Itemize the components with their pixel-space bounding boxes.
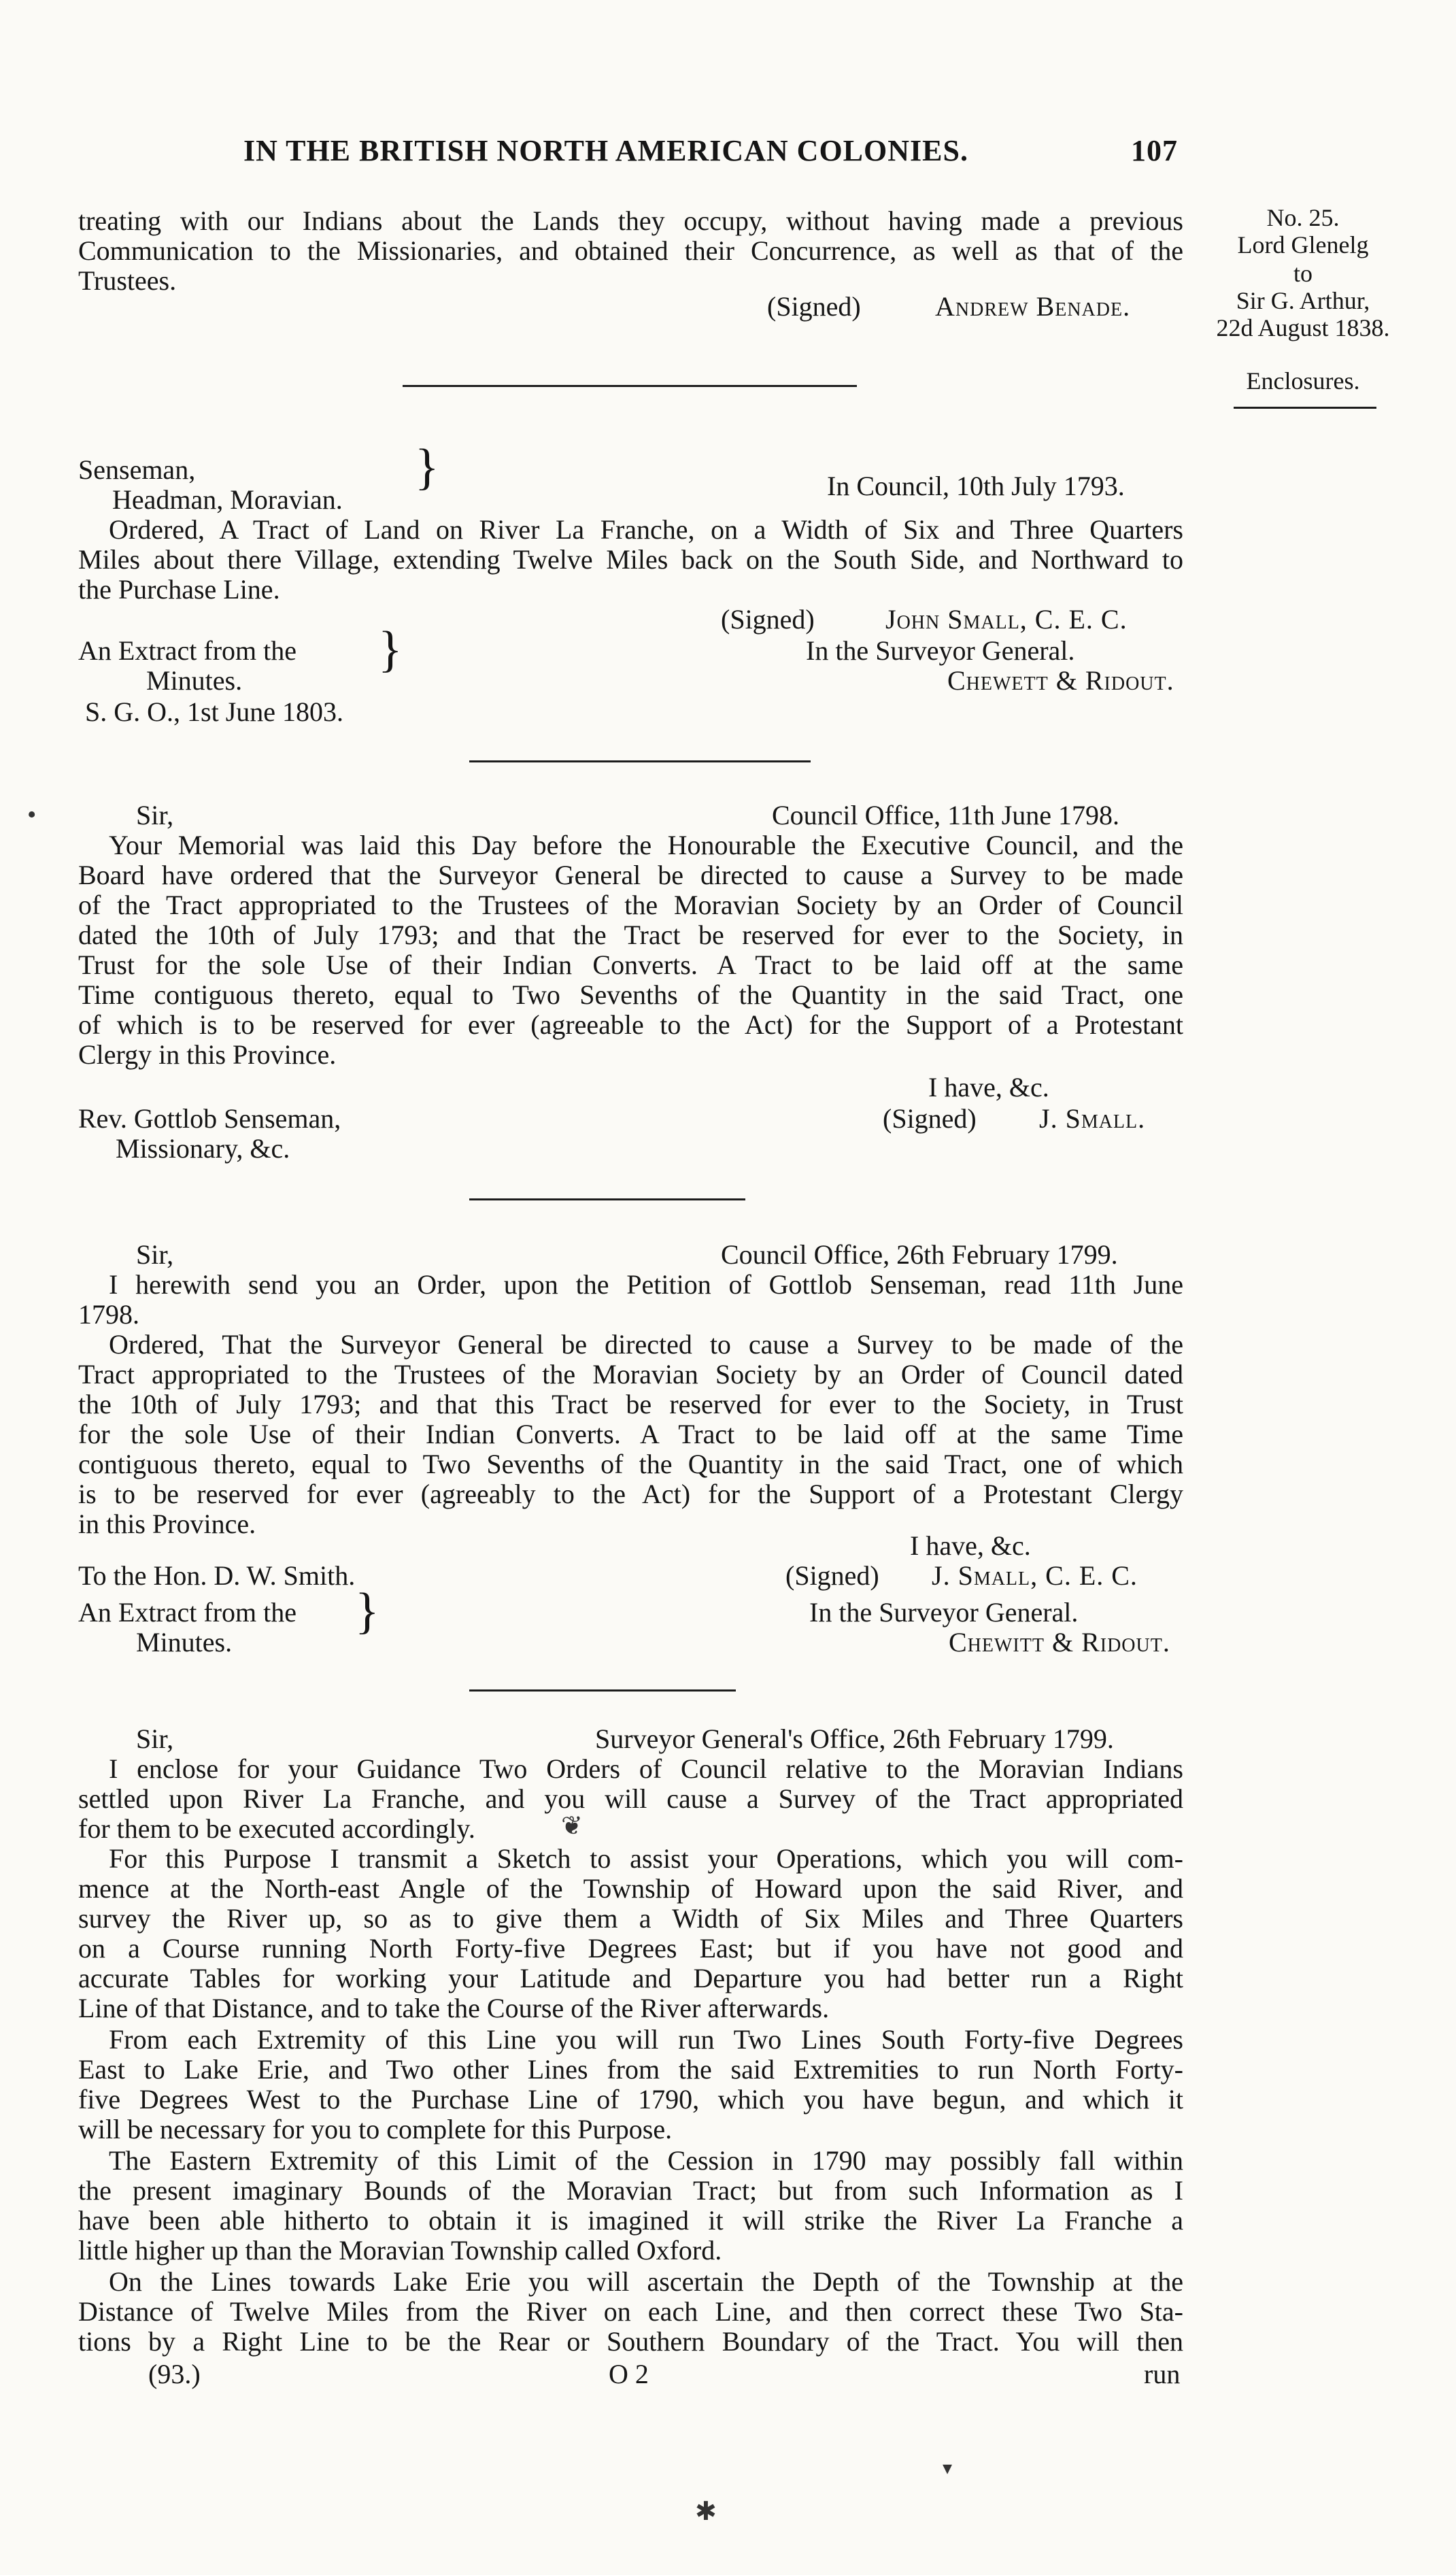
margin-note-line: 22d August 1838. <box>1216 314 1390 341</box>
margin-enclosures: Enclosures. <box>1246 367 1360 394</box>
footer-left: (93.) <box>148 2359 201 2389</box>
text-line: treating with our Indians about the Lands they occupy, without having made a previous <box>78 205 1183 236</box>
dateline: In Council, 10th July 1793. <box>827 471 1125 501</box>
brace-glyph: } <box>355 1583 379 1639</box>
text-line: dated the 10th of July 1793; and that the Tract be reserved for ever to the Society, in <box>78 920 1183 950</box>
section-rule <box>469 1689 736 1692</box>
text-line: Ordered, That the Surveyor General be directed to cause a Survey to be made of the <box>109 1329 1183 1360</box>
margin-note-line: Sir G. Arthur, <box>1236 287 1370 314</box>
text-line: in this Province. <box>78 1509 256 1539</box>
text-line: Miles about there Village, extending Twelve Miles back on the South Side, and Northward to <box>78 544 1183 575</box>
text-line: mence at the North-east Angle of the Township of Howard upon the said River, and <box>78 1873 1183 1904</box>
running-header-title: IN THE BRITISH NORTH AMERICAN COLONIES. <box>243 134 968 167</box>
extract-line: An Extract from the <box>78 635 297 666</box>
addressee-line: Headman, Moravian. <box>112 484 343 515</box>
text-line: Trust for the sole Use of their Indian Converts. A Tract to be laid off at the same <box>78 949 1183 980</box>
text-line: settled upon River La Franche, and you will cause a Survey of the Tract appropriated <box>78 1783 1183 1814</box>
to-addressee: To the Hon. D. W. Smith. <box>78 1560 356 1591</box>
text-line: Trustees. <box>78 265 177 296</box>
text-line: From each Extremity of this Line you will run Two Lines South Forty-five Degrees <box>109 2024 1183 2055</box>
salutation: Sir, <box>136 1239 174 1270</box>
sgo-date: S. G. O., 1st June 1803. <box>85 696 344 727</box>
text-line: have been able hitherto to obtain it is imagined it will strike the River La Franche a <box>78 2205 1183 2236</box>
salutation: Sir, <box>136 1723 174 1754</box>
text-line: five Degrees West to the Purchase Line of 1790, which you have begun, and which it <box>78 2084 1183 2115</box>
stray-mark: ▾ <box>943 2458 953 2479</box>
text-line: on a Course running North Forty-five Degrees East; but if you have not good and <box>78 1933 1183 1964</box>
text-line: On the Lines towards Lake Erie you will ascertain the Depth of the Township at the <box>109 2266 1183 2297</box>
footer-catchword: run <box>1144 2359 1181 2389</box>
signed-label: (Signed) <box>721 604 815 635</box>
signer-name: John Small, C. E. C. <box>885 604 1128 635</box>
signed-label: (Signed) <box>785 1560 879 1591</box>
dateline: Surveyor General's Office, 26th February 1799. <box>595 1723 1114 1754</box>
signed-label: (Signed) <box>767 291 861 322</box>
signer-name: Andrew Benade. <box>935 291 1131 322</box>
text-line: contiguous thereto, equal to Two Sevenths of the Quantity in the said Tract, one of which <box>78 1449 1183 1479</box>
brace-glyph: } <box>415 439 439 495</box>
text-line: the present imaginary Bounds of the Moravian Tract; but from such Information as I <box>78 2175 1183 2206</box>
text-line: for them to be executed accordingly. <box>78 1813 475 1844</box>
text-line: little higher up than the Moravian Township called Oxford. <box>78 2235 722 2266</box>
addressee-line: Rev. Gottlob Senseman, <box>78 1103 341 1134</box>
signed-label: (Signed) <box>883 1103 977 1134</box>
text-line: for the sole Use of their Indian Converts. A Tract to be laid off at the same Time <box>78 1419 1183 1449</box>
margin-note-line: Lord Glenelg <box>1237 231 1369 258</box>
ink-blot-mark: ❦ <box>561 1812 583 1840</box>
signer-name: J. Small. <box>1039 1103 1146 1134</box>
surveyor-general: In the Surveyor General. <box>806 635 1075 666</box>
dateline: Council Office, 26th February 1799. <box>721 1239 1118 1270</box>
margin-note-line: to <box>1293 260 1313 287</box>
extract-line: Minutes. <box>136 1627 233 1657</box>
extract-line: Minutes. <box>146 665 243 696</box>
section-rule <box>403 385 857 387</box>
stray-mark: • <box>27 801 37 829</box>
chewett-ridout: Chewitt & Ridout. <box>949 1627 1170 1657</box>
dateline: Council Office, 11th June 1798. <box>772 800 1120 830</box>
salutation: Sir, <box>136 800 174 830</box>
text-line: Tract appropriated to the Trustees of the Moravian Society by an Order of Council dated <box>78 1359 1183 1390</box>
text-line: survey the River up, so as to give them a Width of Six Miles and Three Quarters <box>78 1903 1183 1934</box>
text-line: Line of that Distance, and to take the Course of the River afterwards. <box>78 1993 830 2023</box>
text-line: Clergy in this Province. <box>78 1039 337 1070</box>
text-line: of the Tract appropriated to the Trustees of the Moravian Society by an Order of Council <box>78 890 1183 920</box>
text-line: Your Memorial was laid this Day before the Honourable the Executive Council, and the <box>109 830 1183 860</box>
section-rule <box>469 1198 745 1200</box>
brace-glyph: } <box>378 622 403 677</box>
text-line: The Eastern Extremity of this Limit of the Cession in 1790 may possibly fall within <box>109 2145 1183 2176</box>
text-line: East to Lake Erie, and Two other Lines from the said Extremities to run North Forty- <box>78 2054 1183 2085</box>
section-rule <box>469 760 811 762</box>
text-line: the 10th of July 1793; and that this Tract be reserved for ever to the Society, in Trust <box>78 1389 1183 1419</box>
extract-line: An Extract from the <box>78 1597 297 1628</box>
text-line: 1798. <box>78 1299 139 1330</box>
stray-mark: ✱ <box>695 2497 717 2526</box>
footer-signature-mark: O 2 <box>609 2359 649 2389</box>
text-line: is to be reserved for ever (agreeably to the Act) for the Support of a Protestant Clergy <box>78 1479 1183 1509</box>
addressee-line: Missionary, &c. <box>116 1133 290 1164</box>
text-line: the Purchase Line. <box>78 574 280 605</box>
signer-name: J. Small, C. E. C. <box>932 1560 1138 1591</box>
text-line: will be necessary for you to complete for this Purpose. <box>78 2114 673 2144</box>
page-number: 107 <box>1131 134 1178 167</box>
text-line: accurate Tables for working your Latitude and Departure you had better run a Right <box>78 1963 1183 1993</box>
text-line: tions by a Right Line to be the Rear or Southern Boundary of the Tract. You will then <box>78 2326 1183 2357</box>
surveyor-general: In the Surveyor General. <box>809 1597 1079 1628</box>
text-line: I herewith send you an Order, upon the Petition of Gottlob Senseman, read 11th June <box>109 1269 1183 1300</box>
text-line: Distance of Twelve Miles from the River on each Line, and then correct these Two Sta- <box>78 2296 1183 2327</box>
text-line: of which is to be reserved for ever (agreeable to the Act) for the Support of a Protestant <box>78 1009 1183 1040</box>
text-line: For this Purpose I transmit a Sketch to assist your Operations, which you will com- <box>109 1843 1183 1874</box>
margin-rule <box>1234 407 1376 409</box>
margin-note-line: No. 25. <box>1266 204 1340 231</box>
text-line: Communication to the Missionaries, and obtained their Concurrence, as well as that of the <box>78 235 1183 266</box>
text-line: I enclose for your Guidance Two Orders of Council relative to the Moravian Indians <box>109 1753 1183 1784</box>
text-line: Time contiguous thereto, equal to Two Sevenths of the Quantity in the said Tract, one <box>78 979 1183 1010</box>
chewett-ridout: Chewett & Ridout. <box>947 665 1174 696</box>
i-have: I have, &c. <box>910 1530 1031 1561</box>
text-line: Board have ordered that the Surveyor General be directed to cause a Survey to be made <box>78 860 1183 890</box>
addressee-line: Senseman, <box>78 454 196 485</box>
i-have: I have, &c. <box>928 1072 1049 1103</box>
text-line: Ordered, A Tract of Land on River La Franche, on a Width of Six and Three Quarters <box>109 514 1183 545</box>
